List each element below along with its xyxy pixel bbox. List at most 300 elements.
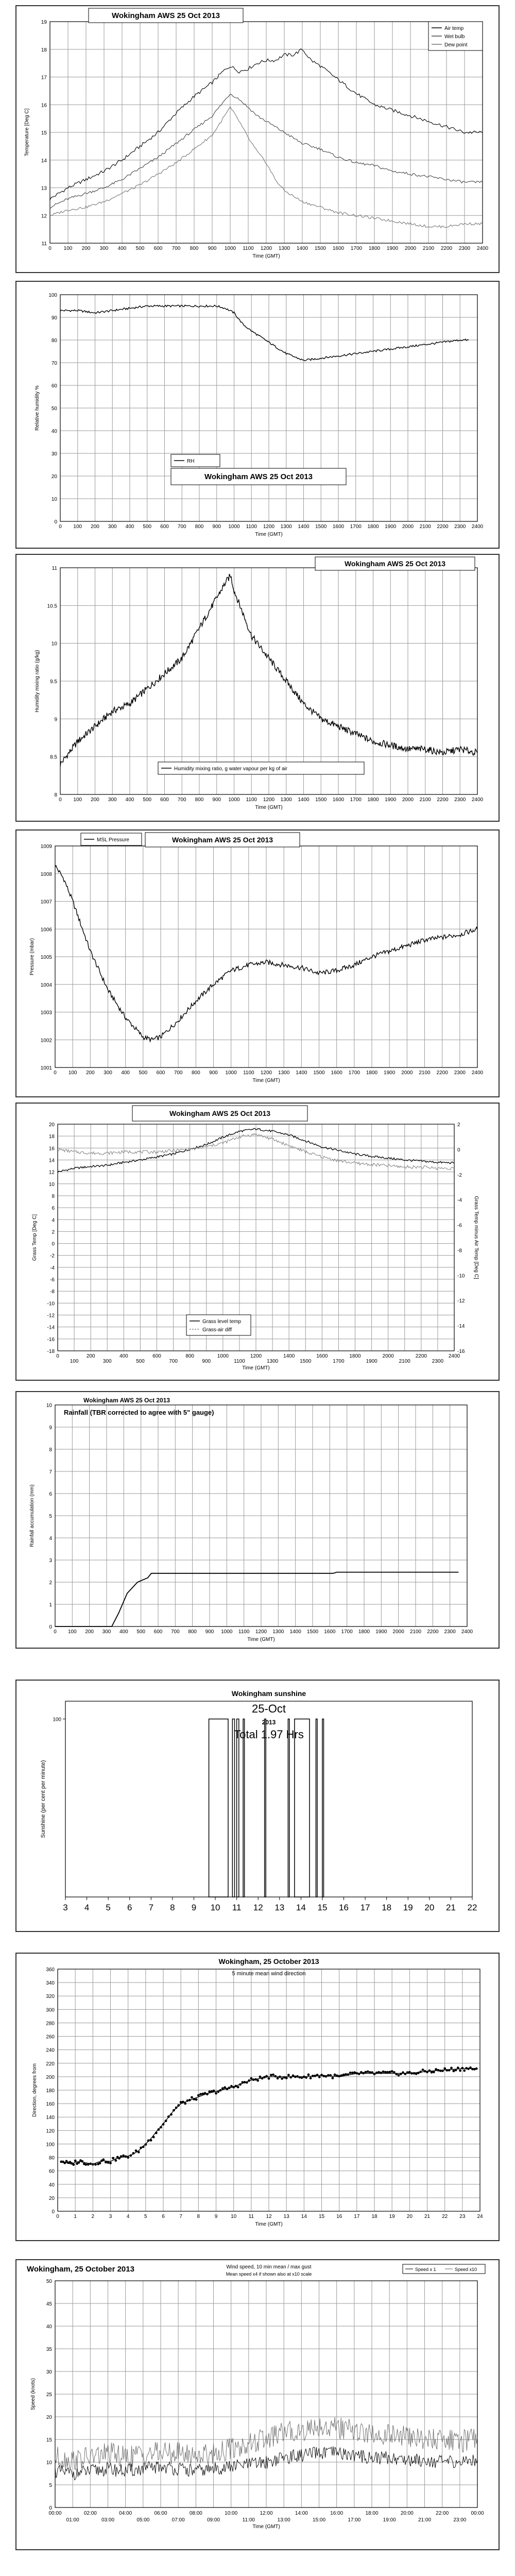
- y-axis-label: Sunshine (per cent per minute): [40, 1760, 46, 1838]
- mixing-ratio-panel: [15, 554, 500, 822]
- y-tick-label: 2: [52, 1229, 55, 1235]
- data-point: [193, 2098, 195, 2100]
- x-tick-label: 500: [139, 1070, 148, 1076]
- data-point: [122, 2155, 125, 2157]
- chart-title: Wokingham AWS 25 Oct 2013: [169, 1109, 271, 1117]
- data-point: [367, 2071, 369, 2073]
- data-point: [81, 2160, 83, 2163]
- y-tick-label: 15: [46, 2437, 52, 2443]
- y-tick-label: 10: [46, 1403, 52, 1409]
- x-tick-label: 700: [177, 524, 186, 530]
- data-point: [125, 2155, 127, 2158]
- chart-subtitle-2: Mean speed x4 if shown also at x10 scale: [226, 2272, 312, 2277]
- x-tick-label: 900: [209, 1070, 218, 1076]
- right-tick-label: -6: [457, 1223, 462, 1229]
- y-tick-label: 320: [46, 1994, 55, 2000]
- x-tick-label: 7: [148, 1903, 154, 1912]
- x-tick-label: 1000: [221, 1629, 233, 1635]
- y-tick-label: 100: [48, 293, 57, 298]
- x-axis-label: Time (GMT): [252, 2524, 280, 2530]
- gridlines: [60, 568, 477, 794]
- y-tick-label: 180: [46, 2088, 55, 2094]
- y-tick-label: 0: [49, 1624, 52, 1630]
- x-tick-label: 1600: [332, 246, 345, 251]
- x-tick-label: 09:00: [207, 2517, 220, 2523]
- data-point: [340, 2074, 343, 2077]
- y-tick-label: 1003: [40, 1010, 52, 1016]
- x-tick-label: 22: [467, 1903, 477, 1912]
- y-tick-label: 18: [41, 47, 47, 53]
- x-tick-label: 2000: [404, 246, 417, 251]
- y-tick-label: 6: [49, 1492, 52, 1497]
- data-point: [199, 2093, 202, 2095]
- x-tick-label: 06:00: [154, 2511, 167, 2516]
- x-tick-label: 700: [171, 246, 181, 251]
- x-tick-label: 1700: [350, 797, 362, 803]
- y-tick-label: 10: [51, 497, 57, 502]
- x-axis-label: Time (GMT): [252, 1078, 280, 1083]
- data-point: [182, 2100, 184, 2103]
- x-tick-label: 6: [127, 1903, 132, 1912]
- y-tick-label: 17: [41, 75, 47, 81]
- data-point: [307, 2074, 310, 2076]
- data-point: [144, 2143, 147, 2146]
- y-tick-label: 60: [48, 2168, 55, 2175]
- data-point: [197, 2094, 200, 2097]
- x-tick-label: 500: [135, 246, 145, 251]
- x-tick-label: 1800: [367, 797, 379, 803]
- x-tick-label: 2200: [437, 797, 449, 803]
- data-point: [173, 2109, 175, 2112]
- data-point: [362, 2072, 365, 2075]
- x-tick-label: 3: [109, 2214, 112, 2219]
- data-point: [120, 2155, 123, 2158]
- x-tick-label: 1600: [324, 1629, 336, 1635]
- data-point: [217, 2091, 219, 2093]
- x-tick-label: 2300: [454, 524, 466, 530]
- x-tick-label: 8: [170, 1903, 175, 1912]
- data-point: [87, 2163, 90, 2166]
- right-axis-label: Grass Temp minus Air Temp [Deg C]: [473, 1196, 479, 1279]
- y-axis-label: Speed (knots): [30, 2378, 36, 2411]
- data-point: [279, 2076, 281, 2078]
- data-point: [351, 2072, 354, 2074]
- x-tick-label: 1700: [350, 524, 362, 530]
- y-tick-label: 80: [51, 338, 57, 344]
- x-tick-label: 6: [162, 2214, 165, 2219]
- x-tick-label: 1100: [234, 1359, 245, 1364]
- y-tick-label: 140: [46, 2115, 55, 2121]
- x-axis-label: Time (GMT): [252, 253, 280, 259]
- y-axis-label: Grass Temp [Deg C]: [32, 1214, 38, 1261]
- x-tick-label: 1900: [385, 797, 397, 803]
- x-tick-label: 3: [63, 1903, 68, 1912]
- x-tick-label: 200: [91, 524, 99, 530]
- legend-label: Grass level temp: [202, 1319, 242, 1325]
- x-tick-label: 7: [179, 2214, 182, 2219]
- x-tick-label: 1900: [384, 1070, 396, 1076]
- right-tick-label: -8: [457, 1248, 462, 1254]
- x-tick-label: 100: [70, 1359, 79, 1364]
- data-point: [398, 2074, 400, 2077]
- data-point: [208, 2091, 211, 2093]
- sunshine-bar: [243, 1719, 245, 1897]
- x-tick-label: 9: [214, 2214, 218, 2219]
- x-tick-label: 21:00: [418, 2517, 432, 2523]
- x-axis-label: Time (GMT): [247, 1637, 275, 1642]
- y-tick-label: 8: [52, 1193, 55, 1199]
- y-tick-label: -14: [47, 1325, 55, 1331]
- data-point: [105, 2161, 107, 2164]
- y-tick-label: 9: [54, 717, 57, 723]
- y-tick-label: 300: [46, 2007, 55, 2013]
- x-tick-label: 1000: [225, 1070, 237, 1076]
- x-tick-label: 4: [126, 2214, 130, 2219]
- x-tick-label: 1100: [246, 797, 258, 803]
- data-point: [475, 2067, 478, 2070]
- y-tick-label: 45: [46, 2301, 52, 2307]
- y-tick-label: 10: [48, 1181, 55, 1188]
- x-tick-label: 800: [185, 1353, 195, 1359]
- data-point: [301, 2076, 303, 2079]
- x-tick-label: 2200: [415, 1353, 427, 1359]
- data-point: [433, 2071, 435, 2073]
- y-axis-label: Temperature [Deg C]: [24, 108, 30, 157]
- data-point: [152, 2136, 155, 2139]
- data-point: [349, 2072, 352, 2074]
- chart-subtitle: 5 minute mean wind direction: [232, 1971, 306, 1977]
- x-axis-label: Time (GMT): [255, 2222, 283, 2227]
- sunshine-bar: [316, 1719, 317, 1897]
- x-tick-label: 1200: [263, 524, 275, 530]
- x-tick-label: 2300: [432, 1359, 444, 1364]
- humidity-chart: [16, 282, 499, 548]
- data-point: [345, 2073, 347, 2076]
- y-tick-label: 50: [51, 406, 57, 412]
- sunshine-bar: [295, 1719, 310, 1897]
- x-tick-label: 700: [169, 1359, 178, 1364]
- temperature-chart: [16, 6, 499, 272]
- x-tick-label: 1900: [385, 524, 397, 530]
- x-tick-label: 300: [108, 797, 117, 803]
- x-tick-label: 1800: [358, 1629, 370, 1635]
- x-tick-label: 500: [143, 797, 152, 803]
- y-tick-label: 240: [46, 2047, 55, 2054]
- y-tick-label: -4: [50, 1265, 55, 1271]
- right-tick-label: -10: [457, 1273, 465, 1279]
- data-point: [325, 2075, 328, 2078]
- data-point: [241, 2081, 244, 2083]
- sunshine-chart: [16, 1681, 499, 1931]
- sunshine-bar: [288, 1719, 289, 1897]
- x-tick-label: 2200: [427, 1629, 439, 1635]
- data-point: [232, 2086, 235, 2089]
- x-tick-label: 02:00: [83, 2511, 97, 2516]
- x-tick-label: 2100: [419, 524, 431, 530]
- legend-label: Dew point: [444, 42, 468, 48]
- data-point: [118, 2157, 121, 2160]
- x-tick-label: 21: [424, 2214, 431, 2219]
- y-axis-label: Direction, degrees from: [32, 2063, 38, 2117]
- y-tick-label: 18: [48, 1134, 55, 1140]
- chart-title: Wokingham sunshine: [231, 1689, 306, 1698]
- data-point: [358, 2073, 360, 2075]
- y-tick-label: 2: [49, 1580, 52, 1586]
- y-tick-label: 1004: [40, 982, 52, 988]
- data-point: [244, 2081, 246, 2083]
- data-point: [365, 2071, 367, 2074]
- x-tick-label: 1400: [298, 797, 310, 803]
- data-point: [428, 2070, 431, 2072]
- data-point: [180, 2101, 182, 2104]
- x-tick-label: 20:00: [400, 2511, 414, 2516]
- x-tick-label: 5: [106, 1903, 111, 1912]
- chart-title: Wokingham AWS 25 Oct 2013: [204, 472, 313, 481]
- x-tick-label: 100: [68, 1070, 77, 1076]
- data-point: [347, 2073, 349, 2076]
- x-tick-label: 2200: [440, 246, 453, 251]
- data-point: [167, 2115, 170, 2118]
- data-point: [305, 2076, 307, 2079]
- x-tick-label: 0: [54, 1070, 57, 1076]
- data-point: [402, 2071, 404, 2074]
- data-point: [375, 2072, 378, 2074]
- x-tick-label: 300: [99, 246, 109, 251]
- gridlines: [60, 295, 477, 521]
- data-point: [303, 2076, 305, 2078]
- data-point: [235, 2085, 237, 2088]
- date-label: 25-Oct: [251, 1702, 286, 1715]
- data-point: [92, 2163, 94, 2166]
- y-tick-label: 8: [54, 792, 57, 798]
- chart-title: Wokingham, 25 October 2013: [218, 1957, 319, 1965]
- sunshine-bar: [237, 1719, 239, 1897]
- data-point: [186, 2099, 189, 2102]
- y-tick-label: 1005: [40, 955, 52, 960]
- right-tick-label: -4: [457, 1197, 462, 1204]
- data-point: [336, 2074, 338, 2077]
- data-point: [261, 2077, 264, 2080]
- data-point: [99, 2162, 101, 2164]
- data-point: [175, 2107, 178, 2109]
- x-tick-label: 1500: [315, 524, 327, 530]
- data-point: [138, 2151, 140, 2154]
- x-tick-label: 13: [283, 2214, 289, 2219]
- data-point: [289, 2076, 292, 2079]
- y-tick-label: 100: [53, 1717, 61, 1723]
- x-tick-label: 800: [191, 1070, 200, 1076]
- x-tick-label: 2400: [471, 797, 484, 803]
- x-tick-label: 1900: [375, 1629, 387, 1635]
- x-tick-label: 12: [266, 2214, 272, 2219]
- x-tick-label: 700: [177, 797, 186, 803]
- data-point: [439, 2070, 442, 2072]
- chart-title: Wokingham AWS 25 Oct 2013: [344, 560, 446, 568]
- data-point: [287, 2074, 290, 2076]
- x-tick-label: 800: [195, 797, 204, 803]
- data-point: [426, 2071, 428, 2073]
- right-tick-label: 2: [457, 1122, 460, 1128]
- grass-temp-chart: [16, 1104, 499, 1380]
- data-point: [406, 2071, 409, 2074]
- mixing-ratio-chart: [16, 555, 499, 821]
- x-tick-label: 2400: [471, 524, 484, 530]
- data-point: [78, 2161, 80, 2164]
- y-tick-label: 11: [41, 241, 47, 247]
- x-tick-label: 16:00: [330, 2511, 344, 2516]
- data-point: [127, 2156, 129, 2159]
- x-tick-label: 11: [232, 1903, 242, 1912]
- y-tick-label: 14: [48, 1158, 55, 1164]
- x-tick-label: 1500: [313, 1070, 325, 1076]
- x-tick-label: 9: [191, 1903, 197, 1912]
- data-point: [263, 2076, 266, 2078]
- x-tick-label: 22:00: [436, 2511, 449, 2516]
- y-tick-label: 35: [46, 2347, 52, 2352]
- data-point: [89, 2162, 92, 2165]
- x-tick-label: 500: [143, 524, 152, 530]
- y-tick-label: 220: [46, 2061, 55, 2067]
- x-tick-label: 2100: [409, 1629, 422, 1635]
- x-tick-label: 1400: [289, 1629, 301, 1635]
- y-tick-label: 360: [46, 1967, 55, 1973]
- x-tick-label: 300: [102, 1359, 112, 1364]
- y-tick-label: -10: [47, 1301, 55, 1307]
- y-tick-label: 30: [51, 451, 57, 457]
- x-tick-label: 200: [85, 1629, 94, 1635]
- legend-label: Speed x 1: [415, 2267, 436, 2272]
- data-point: [320, 2074, 323, 2076]
- x-tick-label: 400: [119, 1629, 128, 1635]
- gridlines: [55, 1405, 467, 1626]
- x-tick-label: 15:00: [312, 2517, 326, 2523]
- x-tick-label: 23:00: [453, 2517, 467, 2523]
- x-tick-label: 2400: [476, 246, 489, 251]
- y-tick-label: 0: [54, 519, 57, 525]
- x-tick-label: 700: [170, 1629, 180, 1635]
- data-point: [147, 2140, 150, 2142]
- x-tick-label: 03:00: [101, 2517, 115, 2523]
- x-tick-label: 20: [424, 1903, 435, 1912]
- x-tick-label: 1400: [283, 1353, 295, 1359]
- legend-label: MSL Pressure: [97, 837, 129, 843]
- data-point: [204, 2092, 207, 2095]
- x-tick-label: 1700: [350, 246, 363, 251]
- data-point: [114, 2159, 117, 2162]
- data-point: [467, 2067, 470, 2070]
- x-tick-label: 800: [195, 524, 204, 530]
- y-tick-label: 1007: [40, 899, 52, 905]
- data-point: [410, 2072, 413, 2075]
- data-point: [443, 2067, 446, 2070]
- x-tick-label: 14: [301, 2214, 307, 2219]
- data-point: [329, 2074, 332, 2077]
- data-point: [400, 2073, 402, 2075]
- y-tick-label: 280: [46, 2021, 55, 2027]
- y-tick-label: 20: [48, 1122, 55, 1128]
- x-tick-label: 2400: [461, 1629, 473, 1635]
- x-tick-label: 1500: [306, 1629, 319, 1635]
- x-tick-label: 10: [210, 1903, 220, 1912]
- data-point: [312, 2075, 314, 2077]
- x-tick-label: 600: [153, 1629, 163, 1635]
- data-point: [296, 2075, 299, 2078]
- y-tick-label: 1: [49, 1602, 52, 1608]
- y-tick-label: -2: [50, 1253, 55, 1259]
- data-point: [63, 2162, 66, 2164]
- y-tick-label: 200: [46, 2074, 55, 2080]
- x-tick-label: 1200: [255, 1629, 267, 1635]
- x-tick-label: 100: [73, 797, 82, 803]
- x-tick-label: 22: [442, 2214, 448, 2219]
- data-point: [384, 2071, 387, 2074]
- x-axis-label: Time (GMT): [255, 805, 283, 810]
- year-label: 2013: [262, 1719, 276, 1726]
- x-tick-label: 0: [59, 797, 62, 803]
- data-point: [274, 2075, 277, 2078]
- x-tick-label: 500: [136, 1359, 145, 1364]
- y-tick-label: 19: [41, 20, 47, 25]
- x-tick-label: 07:00: [171, 2517, 185, 2523]
- x-tick-label: 11:00: [242, 2517, 255, 2523]
- x-tick-label: 1900: [366, 1359, 377, 1364]
- humidity-panel: [15, 281, 500, 549]
- data-point: [230, 2085, 233, 2088]
- data-point: [377, 2071, 380, 2074]
- x-tick-label: 2000: [401, 1070, 413, 1076]
- data-point: [334, 2074, 336, 2076]
- data-point: [386, 2071, 389, 2074]
- data-point: [294, 2076, 297, 2078]
- data-point: [268, 2077, 270, 2080]
- x-tick-label: 19:00: [383, 2517, 396, 2523]
- data-point: [188, 2099, 191, 2102]
- data-point: [419, 2071, 422, 2073]
- x-tick-label: 1700: [333, 1359, 345, 1364]
- data-point: [112, 2157, 114, 2160]
- data-point: [281, 2077, 283, 2080]
- data-point: [250, 2077, 252, 2080]
- y-tick-label: 20: [51, 474, 57, 480]
- data-point: [446, 2069, 449, 2072]
- x-tick-label: 400: [125, 524, 134, 530]
- y-tick-label: 5: [49, 1514, 52, 1519]
- data-point: [129, 2155, 132, 2157]
- data-point: [380, 2072, 382, 2074]
- x-tick-label: 21: [445, 1903, 456, 1912]
- data-point: [408, 2071, 411, 2074]
- y-tick-label: -16: [47, 1336, 55, 1343]
- data-point: [170, 2113, 173, 2116]
- x-tick-label: 15: [317, 1903, 328, 1912]
- y-tick-label: 3: [49, 1558, 52, 1564]
- y-tick-label: 0: [49, 2505, 52, 2511]
- data-point: [382, 2071, 385, 2073]
- legend-label: Grass-air diff: [202, 1327, 232, 1333]
- data-point: [228, 2087, 231, 2089]
- y-tick-label: 100: [46, 2142, 55, 2148]
- x-tick-label: 600: [156, 1070, 165, 1076]
- x-tick-label: 1300: [278, 246, 290, 251]
- legend-label: Wet bulb: [444, 34, 465, 40]
- chart-title: Wokingham, 25 October 2013: [27, 2265, 134, 2274]
- data-point: [314, 2075, 316, 2077]
- x-tick-label: 20: [406, 2214, 413, 2219]
- data-point: [441, 2070, 444, 2072]
- x-tick-label: 16: [336, 2214, 342, 2219]
- data-point: [435, 2068, 437, 2071]
- y-tick-label: -12: [47, 1313, 55, 1319]
